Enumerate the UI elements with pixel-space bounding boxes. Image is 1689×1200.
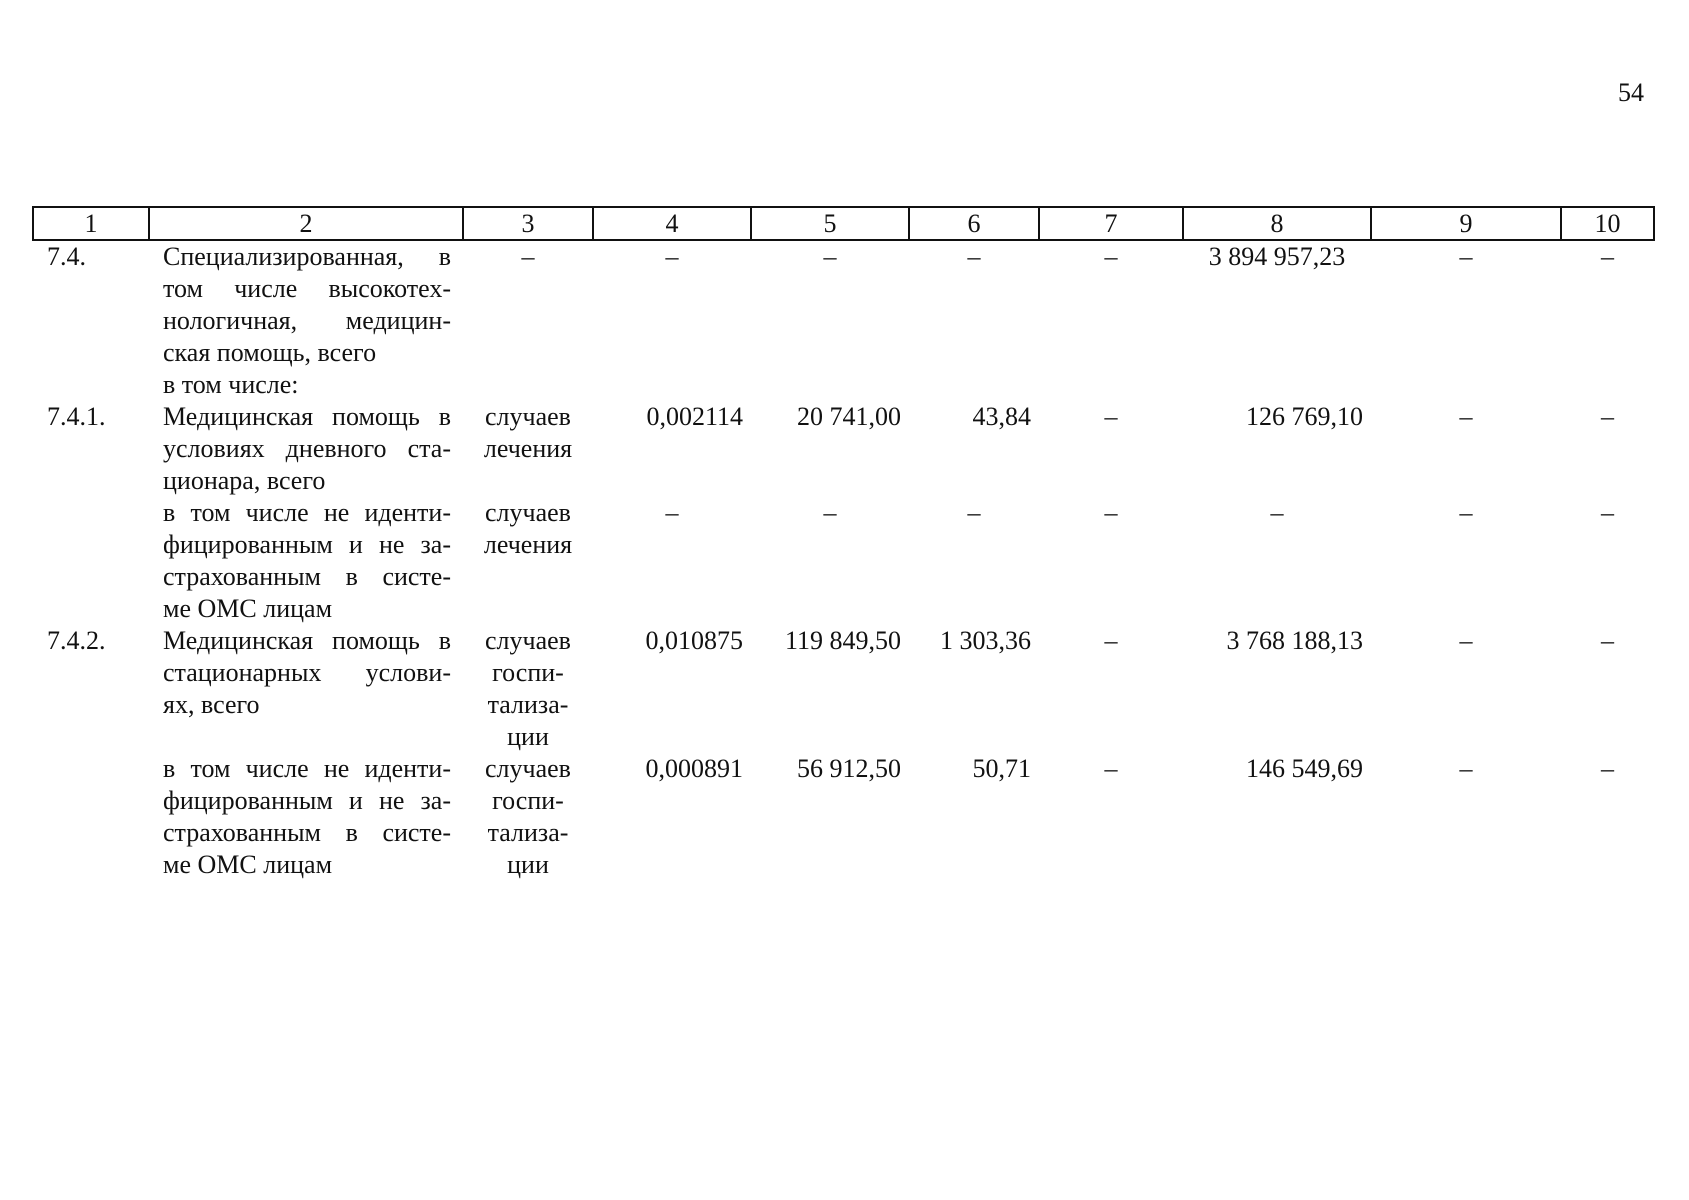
header-col-7: 7: [1039, 207, 1183, 240]
cell-col-9: [1371, 369, 1561, 401]
header-col-2: 2: [149, 207, 463, 240]
page-number: 54: [1618, 78, 1644, 107]
cell-col-4: 0,000891: [645, 754, 743, 783]
unit-line: ции: [507, 722, 549, 751]
header-row: [33, 207, 1654, 240]
table-row: [33, 497, 1654, 625]
cell-col-5: 56 912,50: [797, 754, 901, 783]
description-line: Медицинская помощь в: [163, 402, 451, 431]
description-line: страхованным в систе-: [163, 562, 451, 591]
cell-col-5: –: [823, 498, 837, 527]
cell-col-4: –: [665, 498, 679, 527]
unit-line: госпи-: [492, 658, 564, 687]
table-row: [33, 369, 1654, 401]
cell-col-9: –: [1459, 626, 1473, 655]
row-description: [149, 497, 463, 625]
description-line: том числе высокотех-: [163, 274, 451, 303]
row-description: [149, 240, 463, 369]
description-line: ционара, всего: [163, 466, 326, 495]
description-line: ях, всего: [163, 690, 260, 719]
unit-line: лечения: [483, 530, 573, 559]
cell-col-6: 1 303,36: [940, 626, 1031, 655]
cell-col-4: [593, 369, 751, 401]
cell-col-7: –: [1104, 754, 1118, 783]
cell-col-8: 3 894 957,23: [1208, 242, 1346, 271]
row-number: [33, 497, 149, 625]
cell-col-10: –: [1601, 242, 1614, 271]
cell-col-7: [1039, 369, 1183, 401]
row-unit: [463, 497, 593, 625]
cell-col-4: –: [665, 242, 679, 271]
row-number: 7.4.1.: [47, 402, 106, 431]
description-line: фицированным и не за-: [163, 786, 451, 815]
header-col-1: 1: [33, 207, 149, 240]
cell-col-8: 126 769,10: [1246, 402, 1363, 431]
cell-col-6: –: [967, 242, 981, 271]
row-description: [149, 401, 463, 497]
unit-line: случаев: [485, 402, 571, 431]
cell-col-6: –: [967, 498, 981, 527]
table-row: [33, 240, 1654, 369]
header-col-8: 8: [1183, 207, 1371, 240]
cell-col-9: –: [1459, 754, 1473, 783]
cell-col-10: [1561, 369, 1654, 401]
unit-line: тализа-: [487, 818, 569, 847]
description-line: ская помощь, всего: [163, 338, 377, 367]
table-row: [33, 401, 1654, 497]
cell-col-7: –: [1104, 626, 1118, 655]
description-line: фицированным и не за-: [163, 530, 451, 559]
cell-col-8: –: [1270, 498, 1284, 527]
header-col-3: 3: [463, 207, 593, 240]
cell-col-10: –: [1601, 402, 1614, 431]
unit-line: случаев: [485, 498, 571, 527]
table-row: [33, 753, 1654, 881]
header-col-4: 4: [593, 207, 751, 240]
table-body: [33, 240, 1654, 881]
cell-col-5: –: [823, 242, 837, 271]
cell-col-8: [1183, 369, 1371, 401]
cell-col-9: –: [1459, 242, 1473, 271]
cell-col-8: 3 768 188,13: [1226, 626, 1363, 655]
table-header: [33, 207, 1654, 240]
unit-line: тализа-: [487, 690, 569, 719]
description-line: в том числе не иденти-: [163, 498, 451, 527]
row-description: [149, 369, 463, 401]
description-line: нологичная, медицин-: [163, 306, 451, 335]
header-col-10: 10: [1561, 207, 1654, 240]
data-table: [32, 206, 1655, 881]
cell-col-5: 20 741,00: [797, 402, 901, 431]
row-number: [33, 753, 149, 881]
header-col-9: 9: [1371, 207, 1561, 240]
cell-col-10: –: [1601, 754, 1614, 783]
header-col-6: 6: [909, 207, 1039, 240]
description-line: ме ОМС лицам: [163, 850, 333, 879]
cell-col-10: –: [1601, 626, 1614, 655]
description-line: условиях дневного ста-: [163, 434, 451, 463]
cell-col-9: –: [1459, 402, 1473, 431]
description-line: в том числе:: [163, 370, 299, 399]
row-number: 7.4.: [47, 242, 86, 271]
description-line: Специализированная, в: [163, 242, 451, 271]
cell-col-7: –: [1104, 498, 1118, 527]
row-number: [33, 369, 149, 401]
row-number: 7.4.2.: [47, 626, 106, 655]
unit-line: случаев: [485, 754, 571, 783]
cell-col-4: 0,002114: [646, 402, 743, 431]
description-line: страхованным в систе-: [163, 818, 451, 847]
row-unit: [463, 369, 593, 401]
description-line: ме ОМС лицам: [163, 594, 333, 623]
cell-col-10: –: [1601, 498, 1614, 527]
cell-col-5: 119 849,50: [784, 626, 901, 655]
description-line: стационарных услови-: [163, 658, 451, 687]
row-unit: [463, 401, 593, 497]
row-unit: –: [521, 242, 535, 271]
cell-col-6: [909, 369, 1039, 401]
description-line: в том числе не иденти-: [163, 754, 451, 783]
cell-col-4: 0,010875: [645, 626, 743, 655]
row-unit: [463, 753, 593, 881]
unit-line: лечения: [483, 434, 573, 463]
unit-line: госпи-: [492, 786, 564, 815]
row-description: [149, 753, 463, 881]
cell-col-7: –: [1104, 242, 1118, 271]
row-unit: [463, 625, 593, 753]
header-col-5: 5: [751, 207, 909, 240]
cell-col-5: [751, 369, 909, 401]
cell-col-6: 50,71: [972, 754, 1031, 783]
cell-col-6: 43,84: [972, 402, 1031, 431]
unit-line: ции: [507, 850, 549, 879]
cell-col-7: –: [1104, 402, 1118, 431]
table-row: [33, 625, 1654, 753]
cell-col-8: 146 549,69: [1246, 754, 1363, 783]
row-description: [149, 625, 463, 753]
cell-col-9: –: [1459, 498, 1473, 527]
unit-line: случаев: [485, 626, 571, 655]
description-line: Медицинская помощь в: [163, 626, 451, 655]
